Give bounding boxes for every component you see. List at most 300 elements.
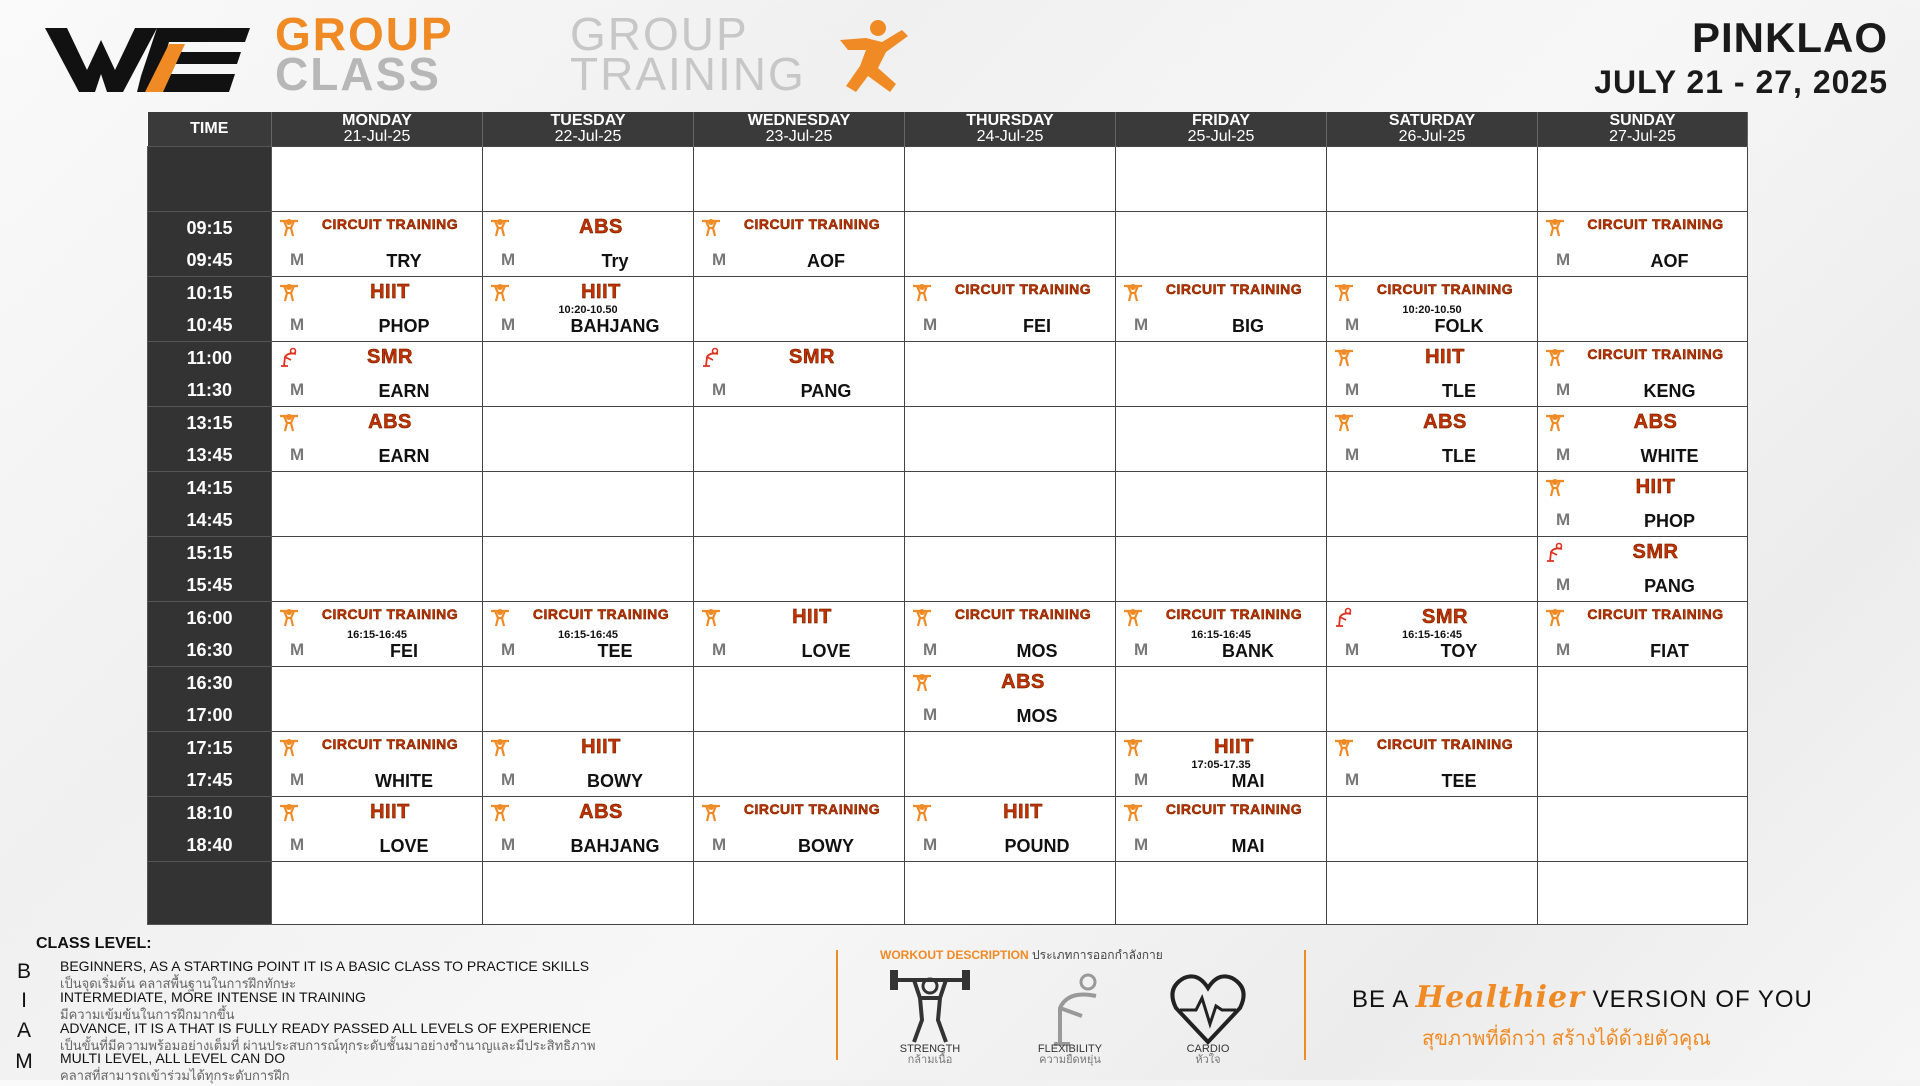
class-level: M [712,250,727,269]
empty-cell [483,147,694,212]
title-line-2: CLASS [275,48,441,100]
day-name: MONDAY [342,112,412,129]
class-name: SMR [1632,541,1679,563]
class-time: 16:15-16:45 [1402,629,1462,641]
title-ghost [570,8,806,100]
end-time: 17:45 [186,770,233,790]
class-level: M [1134,770,1149,789]
class-entry [1538,537,1747,601]
strength-icon [700,802,722,822]
empty-cell [1327,472,1538,537]
blank-row [148,147,1748,212]
class-entry [1327,602,1537,666]
class-cell [272,797,483,862]
class-level: M [1556,575,1571,594]
class-name: CIRCUIT TRAINING [954,606,1092,622]
class-cell [1327,602,1538,667]
class-time: 10:20-10.50 [558,304,618,316]
class-level: M [1345,640,1360,659]
class-time: 17:05-17.35 [1191,759,1251,771]
workout-label-en: STRENGTH [899,1043,961,1055]
slogan-pre: BE A [1352,986,1409,1013]
empty-cell [1327,212,1538,277]
class-level: M [501,640,516,659]
class-cell [1538,602,1748,667]
header [0,0,1920,110]
class-level: M [290,835,305,854]
day-header [1116,112,1327,147]
workout-label-thai: กล้ามเนื้อ [907,1054,953,1066]
class-name: CIRCUIT TRAINING [1376,281,1514,297]
class-cell [1538,537,1748,602]
strength-icon [911,802,933,822]
trainer-name: BIG [1231,316,1264,336]
flexibility-icon [700,347,722,367]
trainer-name: BANK [1222,641,1274,661]
class-level: M [923,315,938,334]
time-slot-row [148,667,1748,732]
date-range: JULY 21 - 27, 2025 [1594,64,1888,100]
time-slot-row [148,407,1748,472]
start-time: 16:00 [186,608,233,628]
slogan-highlight: Healthier [1415,980,1585,1015]
empty-cell [905,212,1116,277]
strength-icon [1333,412,1355,432]
class-time: 16:15-16:45 [347,629,407,641]
day-date: 23-Jul-25 [765,128,833,145]
class-entry [905,602,1115,666]
end-time: 09:45 [186,250,233,270]
class-level: M [712,835,727,854]
time-slot-row [148,537,1748,602]
trainer-name: AOF [1650,251,1689,271]
class-entry [1538,472,1747,536]
class-level: M [1556,510,1571,529]
class-level: M [501,770,516,789]
class-name: CIRCUIT TRAINING [1587,216,1724,232]
trainer-name: MOS [1016,641,1058,661]
level-desc-thai: เป็นจุดเริ่มต้น คลาสพื้นฐานในการฝึกทักษะ [60,976,297,991]
strength-icon [278,737,300,757]
trainer-name: KENG [1643,381,1696,401]
level-desc: BEGINNERS, AS A STARTING POINT IT IS A BASIC CLASS TO PRACTICE SKILLS [60,958,590,974]
level-desc: ADVANCE, IT IS A THAT IS FULLY READY PASSED ALL LEVELS OF EXPERIENCE [60,1020,591,1036]
trainer-name: TEE [597,641,633,661]
class-entry [1538,212,1747,276]
empty-cell [272,667,483,732]
class-cell [1116,732,1327,797]
start-time: 13:15 [186,413,233,433]
class-entry [694,602,904,666]
day-date: 24-Jul-25 [976,128,1044,145]
trainer-name: LOVE [801,641,851,661]
schedule-table [147,112,1748,925]
empty-cell [905,732,1116,797]
flexibility-icon [278,347,300,367]
class-name: CIRCUIT TRAINING [743,216,881,232]
trainer-name: BOWY [587,771,643,791]
day-header [694,112,905,147]
start-time: 14:15 [186,478,233,498]
workout-label-thai: หัวใจ [1195,1054,1221,1066]
empty-cell [272,147,483,212]
start-time: 09:15 [186,218,233,238]
level-code: M [15,1050,33,1073]
class-level: M [290,250,305,269]
empty-cell [483,667,694,732]
class-name: CIRCUIT TRAINING [743,801,881,817]
strength-icon [278,412,300,432]
day-name: TUESDAY [550,112,626,129]
empty-cell [1538,862,1748,925]
workout-label [1010,1044,1130,1066]
level-desc-thai: คลาสที่สามารถเข้าร่วมได้ทุกระดับการฝึก [60,1068,290,1083]
we-logo [45,14,250,94]
trainer-name: FOLK [1434,316,1484,336]
empty-cell [1116,407,1327,472]
class-cell [1116,277,1327,342]
class-cell [1538,472,1748,537]
empty-cell [1327,862,1538,925]
class-name: ABS [1001,671,1045,693]
empty-cell [905,537,1116,602]
strength-icon [278,282,300,302]
class-name: ABS [579,216,623,238]
workout-description-title [880,946,1163,965]
class-entry [1327,732,1537,796]
divider [836,950,838,1060]
trainer-name: EARN [378,381,430,401]
end-time: 14:45 [186,510,233,530]
time-cell [148,797,272,862]
day-date: 22-Jul-25 [554,128,622,145]
class-entry [272,407,482,471]
day-name: FRIDAY [1191,112,1251,129]
class-entry [272,342,482,406]
class-cell [1327,277,1538,342]
empty-cell [1327,667,1538,732]
strength-icon [489,607,511,627]
class-name: HIIT [370,801,410,823]
class-entry [483,602,693,666]
empty-cell [1116,472,1327,537]
slogan-post: VERSION OF YOU [1592,986,1813,1013]
empty-cell [272,862,483,925]
class-entry [1538,602,1747,666]
class-name: HIIT [1214,736,1254,758]
class-cell [694,342,905,407]
class-name: SMR [1422,606,1468,628]
workout-label-en: FLEXIBILITY [1037,1043,1103,1055]
strength-icon [489,802,511,822]
class-name: CIRCUIT TRAINING [1587,606,1724,622]
class-cell [905,277,1116,342]
end-time: 10:45 [186,315,233,335]
empty-cell [1538,667,1748,732]
trainer-name: WHITE [375,771,433,791]
day-name: SUNDAY [1609,112,1676,129]
strength-icon [1122,607,1144,627]
strength-icon [1544,477,1566,497]
start-time: 18:10 [186,803,233,823]
time-cell [148,212,272,277]
class-level: M [501,315,516,334]
class-name: CIRCUIT TRAINING [321,606,459,622]
trainer-name: MAI [1231,771,1265,791]
class-entry [272,797,482,861]
class-cell [272,602,483,667]
class-entry [272,277,482,341]
class-cell [1116,797,1327,862]
empty-cell [1538,797,1748,862]
footer [0,920,1920,1083]
time-cell [148,342,272,407]
class-name: ABS [579,801,623,823]
strength-icon [278,607,300,627]
trainer-name: FEI [1022,316,1051,336]
class-cell [272,212,483,277]
strength-icon [1544,217,1566,237]
strength-icon [700,217,722,237]
class-name: HIIT [1635,476,1676,498]
empty-cell [905,407,1116,472]
ghost-line-2: TRAINING [570,48,806,100]
day-date: 26-Jul-25 [1398,128,1466,145]
class-name: CIRCUIT TRAINING [321,216,459,232]
strength-icon [489,737,511,757]
trainer-name: POUND [1004,836,1070,856]
class-level: M [290,770,305,789]
trainer-name: TEE [1441,771,1477,791]
class-level: M [501,250,516,269]
class-level: M [1345,445,1360,464]
level-code: A [16,1019,31,1042]
trainer-name: TLE [1442,446,1476,466]
class-cell [483,797,694,862]
class-cell [1327,407,1538,472]
time-cell [148,407,272,472]
start-time: 10:15 [186,283,233,303]
day-header [1327,112,1538,147]
empty-cell [905,472,1116,537]
class-entry [483,277,693,341]
time-slot-row [148,212,1748,277]
trainer-name: TLE [1442,381,1476,401]
class-entry [1538,407,1747,471]
strength-icon [911,672,933,692]
class-cell [1538,342,1748,407]
class-cell [694,212,905,277]
flexibility-icon [1544,542,1566,562]
class-level: M [1134,835,1149,854]
class-cell [483,212,694,277]
runner-icon [820,18,920,96]
empty-cell [694,732,905,797]
class-name: HIIT [581,281,621,303]
empty-cell [272,537,483,602]
time-cell [148,667,272,732]
empty-cell [694,147,905,212]
class-level: M [1556,380,1571,399]
day-name: SATURDAY [1388,112,1476,129]
trainer-name: PHOP [1643,511,1695,531]
time-slot-row [148,797,1748,862]
trainer-name: FEI [389,641,418,661]
class-name: HIIT [1003,801,1043,823]
strength-icon [1333,347,1355,367]
class-entry [1327,407,1537,471]
empty-cell [1116,862,1327,925]
class-level: M [1345,770,1360,789]
class-name: CIRCUIT TRAINING [1165,281,1303,297]
time-slot-row [148,472,1748,537]
class-entry [1538,342,1747,406]
flexibility-icon [1333,607,1355,627]
strength-icon [489,282,511,302]
class-entry [905,667,1115,731]
start-time: 11:00 [186,348,233,368]
trainer-name: BAHJANG [570,836,660,856]
class-level: M [290,445,305,464]
trainer-name: TOY [1440,641,1478,661]
end-time: 16:30 [186,640,233,660]
time-cell [148,602,272,667]
strength-icon [1122,282,1144,302]
empty-cell [483,537,694,602]
time-slot-row [148,277,1748,342]
class-cell [272,407,483,472]
level-code: B [16,960,31,983]
class-level: M [1134,640,1149,659]
class-cell [272,342,483,407]
class-name: HIIT [370,281,410,303]
empty-cell [694,407,905,472]
class-name: SMR [789,346,835,368]
empty-cell [483,472,694,537]
class-cell [1538,212,1748,277]
branch-name: PINKLAO [1692,14,1888,61]
empty-cell [1116,212,1327,277]
class-level: M [923,705,938,724]
class-level: M [1556,445,1571,464]
class-cell [1327,732,1538,797]
class-cell [905,797,1116,862]
title-group [275,8,454,100]
class-time: 16:15-16:45 [558,629,618,641]
empty-cell [1116,147,1327,212]
class-entry [1327,342,1537,406]
strength-icon [1544,412,1566,432]
class-cell [483,732,694,797]
empty-cell [1327,797,1538,862]
time-header: TIME [148,112,272,147]
level-code: I [21,989,27,1012]
day-header [905,112,1116,147]
strength-icon [489,217,511,237]
class-entry [483,732,693,796]
class-entry [483,212,693,276]
heart-icon [1166,968,1250,1048]
class-name: ABS [1423,411,1467,433]
ghost-line-1: GROUP [570,8,749,60]
empty-cell [694,472,905,537]
class-entry [272,212,482,276]
empty-cell [1116,667,1327,732]
class-level: M [290,315,305,334]
class-cell [483,602,694,667]
day-header [1538,112,1748,147]
class-entry [694,212,904,276]
class-name: HIIT [581,736,621,758]
trainer-name: WHITE [1640,446,1699,466]
day-header [483,112,694,147]
class-cell [1538,407,1748,472]
weightlifter-icon [888,968,972,1048]
start-time: 17:15 [186,738,233,758]
class-cell [694,602,905,667]
class-cell [483,277,694,342]
empty-cell [905,147,1116,212]
time-slot-row [148,602,1748,667]
empty-cell [483,407,694,472]
empty-cell [694,862,905,925]
workout-label [1148,1044,1268,1066]
class-entry [1116,732,1326,796]
class-entry [483,797,693,861]
level-desc: INTERMEDIATE, MORE INTENSE IN TRAINING [60,989,366,1005]
level-desc: MULTI LEVEL, ALL LEVEL CAN DO [60,1050,286,1066]
trainer-name: Try [601,251,629,271]
class-name: HIIT [1425,346,1465,368]
class-level: M [290,640,305,659]
slogan [1352,980,1813,1015]
class-entry [272,732,482,796]
time-slot-row [148,342,1748,407]
class-entry [694,797,904,861]
class-cell [905,667,1116,732]
stretch-icon [1030,968,1114,1048]
trainer-name: AOF [807,251,845,271]
empty-cell [694,537,905,602]
workout-label [870,1044,990,1066]
time-cell [148,472,272,537]
class-entry [1116,277,1326,341]
trainer-name: MOS [1016,706,1058,726]
class-time: 16:15-16:45 [1191,629,1251,641]
class-cell [905,602,1116,667]
class-name: CIRCUIT TRAINING [1165,606,1303,622]
end-time: 18:40 [186,835,233,855]
day-date: 27-Jul-25 [1609,128,1676,145]
time-cell [148,732,272,797]
trainer-name: FIAT [1650,641,1689,661]
empty-cell [1538,277,1748,342]
empty-cell [1327,147,1538,212]
time-cell [148,862,272,925]
class-name: CIRCUIT TRAINING [1165,801,1303,817]
workout-title-thai: ประเภทการออกกำลังกาย [1032,948,1163,962]
empty-cell [905,342,1116,407]
strength-icon [700,607,722,627]
class-entry [905,277,1115,341]
empty-cell [694,277,905,342]
trainer-name: BAHJANG [570,316,660,336]
class-cell [1116,602,1327,667]
day-date: 25-Jul-25 [1187,128,1255,145]
trainer-name: MAI [1231,836,1265,856]
class-level: M [1134,315,1149,334]
class-level: M [712,380,727,399]
